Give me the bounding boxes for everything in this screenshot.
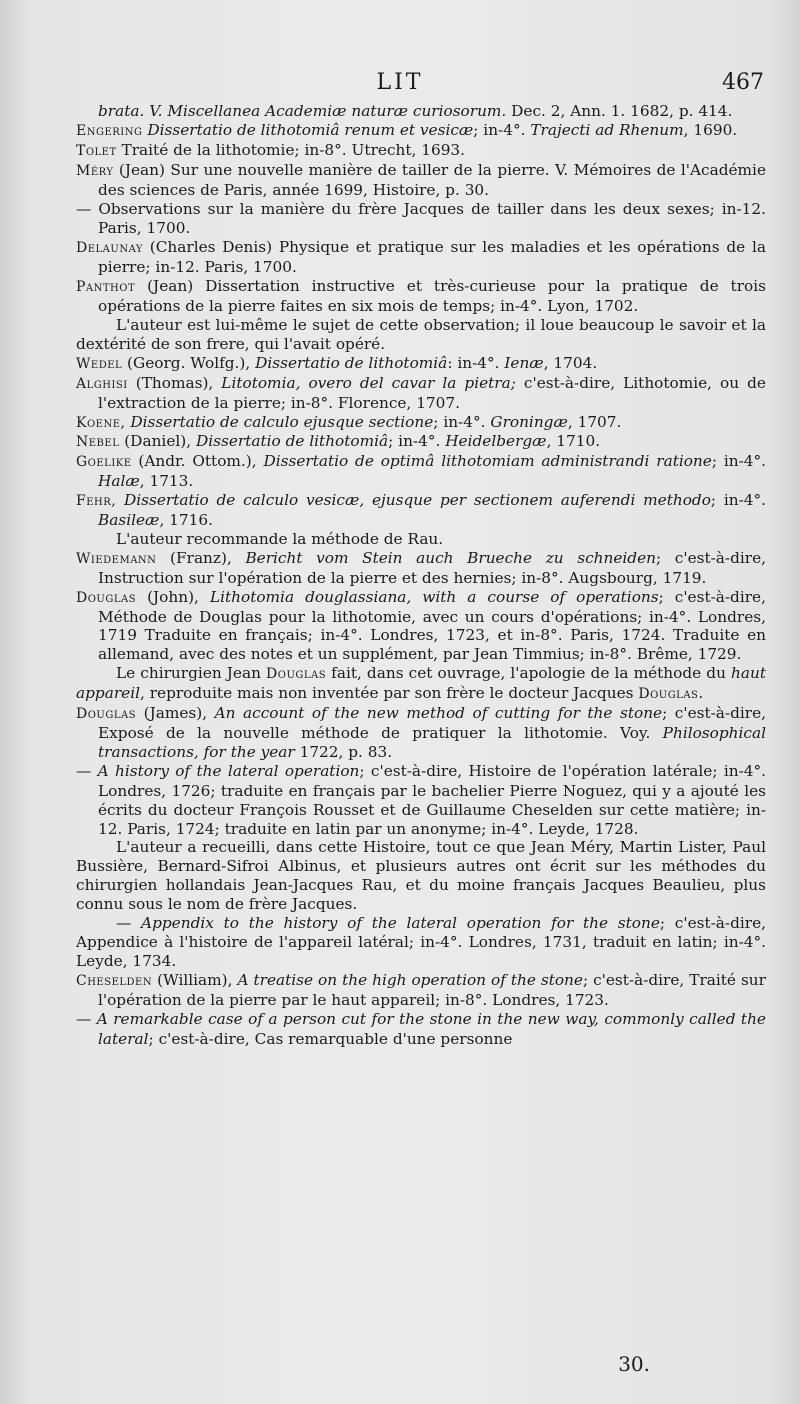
bibliography-text [76,102,766,1048]
entry-given: (William), [157,970,233,989]
entry-rest: Dissertation instructive et très-curieuse pour la pratique de trois opérations de la pierre faites en six mois de temps; in-4°. Lyon, 1702. [98,277,766,316]
entry-given: — [76,761,92,780]
entry-place: Trajecti ad Rhenum [530,120,684,139]
bib-entry [76,374,766,413]
entry-tail: , 1710. [546,432,601,451]
entry-given: (Franz), [170,548,232,567]
entry-place: Groningæ [490,412,568,431]
bib-entry [76,141,766,161]
bib-entry [76,161,766,200]
entry-given: (Andr. Ottom.), [138,452,257,471]
entry-rest: Sur une nouvelle manière de tailler de la pierre. V. Mémoires de l'Académie des sciences de Paris, année 1699, Histoire, p. 30. [98,160,766,199]
entry-rest: ; c'est-à-dire, Instruction sur l'opération de la pierre et des hernies; in-8°. Augsbourg, 1719. [98,548,766,587]
entry-author: Méry [76,162,114,179]
bib-entry [76,971,766,1010]
note3-d: . [698,684,704,703]
entry-title: A treatise on the high operation of the stone [237,970,583,989]
entry-given: (Jean) [118,160,165,179]
entry-rest: ; in-4°. [473,120,531,139]
bib-entry [76,121,766,141]
entries-group-2 [76,354,766,530]
bib-entry [76,704,766,762]
entry-rest: ; c'est-à-dire, Traité sur l'opération de la pierre par le haut appareil; in-8°. Londres, 1723. [98,970,766,1009]
bib-entry [76,491,766,530]
entry-place: Heidelbergæ [445,432,547,451]
running-title: LIT [376,70,424,95]
intro-title: brata. V. Miscellanea Academiæ naturæ curiosorum. [98,102,507,120]
entry-title: Lithotomia douglassiana, with a course of operations [209,587,659,606]
entry-title: Bericht vom Stein auch Brueche zu schneiden [245,548,657,567]
entry-given: (Jean) [147,277,194,296]
entry-place: Basileæ [98,511,160,530]
entry-author: Nebel [76,434,120,451]
note3-b: fait, dans cet ouvrage, l'apologie de la méthode du [326,664,732,683]
bib-entry [76,452,766,491]
entry-author: Tolet [76,142,117,159]
entry-rest: ; c'est-à-dire, Méthode de Douglas pour la lithotomie, avec un cours d'opérations; in-4°. Londres, 1719 Traduite en français; in-4°. Londres, 1723, et in-8°. Paris, 1724. Traduite en allemand, avec des notes et un supplément, par Jean Timmius; in-8°. Brême, 1729. [98,587,766,664]
entry-rest: ; in-4°. [711,452,766,471]
note3-c: , reproduite mais non inventée par son frère le docteur Jacques [139,684,639,703]
entry-given: (Georg. Wolfg.), [127,353,251,372]
entry-author: Fehr, [76,493,117,510]
entry-author: Koene, [76,414,126,431]
entry-place: Halæ [98,472,140,491]
note-douglas-john [76,664,766,704]
entry-title: An account of the new method of cutting for the stone [214,704,663,723]
entry-rest: c'est-à-dire, Lithotomie, ou de l'extraction de la pierre; in-8°. Florence, 1707. [98,373,766,412]
entry-given: (Daniel), [124,432,192,451]
entry-rest: ; in-4°. [433,412,491,431]
note-appendix [76,914,766,971]
entry-tail: 1722, p. 83. [294,742,393,761]
entry-author: Goelike [76,454,132,471]
entry-given: (John), [147,587,199,606]
bib-entry [76,277,766,316]
entry-tail: , 1713. [139,472,194,491]
bib-entry [76,238,766,277]
entry-title: Dissertatio de calculo ejusque sectione [130,412,434,431]
note-panthot: L'auteur est lui-même le sujet de cette observation; il loue beaucoup le savoir et la dextérité de son frere, qui l'avait opéré. [76,315,766,353]
intro-line [76,102,766,121]
bib-entry [76,1010,766,1049]
note-fehr: L'auteur recommande la méthode de Rau. [116,529,444,548]
note3-name1: Douglas [266,666,327,683]
page-number: 467 [722,70,764,95]
entry-author: Cheselden [76,972,153,989]
entry-title: Litotomia, overo del cavar la pietra; [221,373,516,392]
entries-group-4 [76,704,766,838]
entry-place: Philosophical transactions, for the year [98,724,766,761]
bib-entry [76,354,766,374]
entry-rest: : in-4°. [447,353,505,372]
entry-title: Dissertatio de lithotomiâ renum et vesicæ [147,120,474,139]
note-history: L'auteur a recueilli, dans cette Histoire, tout ce que Jean Méry, Martin Lister, Paul Bussière, Bernard-Sifroi Albinus, et plusieurs autres ont écrit sur les méthodes du chirurgien hollandais Jean-Jacques Rau, et du moine français Jacques Beaulieu, plus connu sous le nom de frère Jacques. [76,838,766,914]
bib-entry [76,762,766,839]
bib-entry [76,413,766,433]
entry-tail: , 1690. [683,120,738,139]
entries-group-1 [76,121,766,316]
entry-title: Dissertatio de calculo vesicæ, ejusque per sectionem auferendi methodo [124,491,711,510]
entry-author: Alghisi [76,375,128,392]
entry-author: Douglas [76,706,137,723]
entry-rest: ; c'est-à-dire, Cas remarquable d'une personne [148,1029,513,1048]
entry-title: A remarkable case of a person cut for the stone in the new way, commonly called the lateral [96,1009,766,1048]
entry-author: Douglas [76,589,137,606]
entry-author: Wiedemann [76,550,157,567]
note3-a: Le chirurgien Jean [116,664,267,683]
entry-tail: , 1707. [567,412,622,431]
entry-tail: , 1704. [543,353,598,372]
bib-entry [76,549,766,588]
entry-given: (Charles Denis) [149,238,273,257]
entry-rest: ; c'est-à-dire, Exposé de la nouvelle méthode de pratiquer la lithotomie. Voy. [98,704,766,742]
entry-title: Dissertatio de lithotomiâ [195,432,389,451]
entry-rest: Physique et pratique sur les maladies et les opérations de la pierre; in-12. Paris, 1700. [98,238,766,277]
entry-title: A history of the lateral operation [97,761,360,780]
entry-title: Dissertatio de lithotomiâ [255,353,448,372]
bib-entry [76,588,766,665]
entry-rest: ; c'est-à-dire, Histoire de l'opération latérale; in-4°. Londres, 1726; traduite en français par le bachelier Pierre Noguez, qui y a ajouté les écrits du docteur François Rousset et de Guillaume Cheselden sur cette matière; in-12. Paris, 1724; traduite en latin par un anonyme; in-4°. Leyde, 1728. [98,761,766,838]
entry-author: Delaunay [76,240,143,257]
entry-author: Engering [76,122,143,139]
appendix-rest: ; c'est-à-dire, Appendice à l'histoire de l'appareil latéral; in-4°. Londres, 1731, traduit en latin; in-4°. Leyde, 1734. [76,914,766,970]
entry-place: Ienæ [504,353,544,372]
bib-entry [76,432,766,452]
entry-tail: , 1716. [159,511,213,530]
entry-author: Panthot [76,279,136,296]
entry-given: (James), [143,704,208,723]
entry-author: Wedel [76,355,123,372]
intro-rest: Dec. 2, Ann. 1. 1682, p. 414. [506,102,733,120]
entry-rest: — Observations sur la manière du frère Jacques de tailler dans les deux sexes; in-12. Paris, 1700. [76,199,766,238]
signature-mark: 30. [618,1352,650,1376]
note3-name2: Douglas [638,686,699,703]
appendix-title: — Appendix to the history of the lateral operation for the stone [116,914,660,933]
entry-rest: ; in-4°. [710,491,766,510]
bib-entry [76,200,766,239]
entries-group-3 [76,549,766,664]
entry-rest: ; in-4°. [388,432,446,451]
running-head [0,70,800,100]
entry-given: — [76,1009,92,1028]
entry-title: Dissertatio de optimâ lithotomiam administrandi ratione [263,452,712,471]
entries-group-5 [76,971,766,1049]
entry-rest: Traité de la lithotomie; in-8°. Utrecht, 1693. [121,140,466,159]
note3-italic: haut appareil [76,664,766,703]
entry-given: (Thomas), [135,373,214,392]
